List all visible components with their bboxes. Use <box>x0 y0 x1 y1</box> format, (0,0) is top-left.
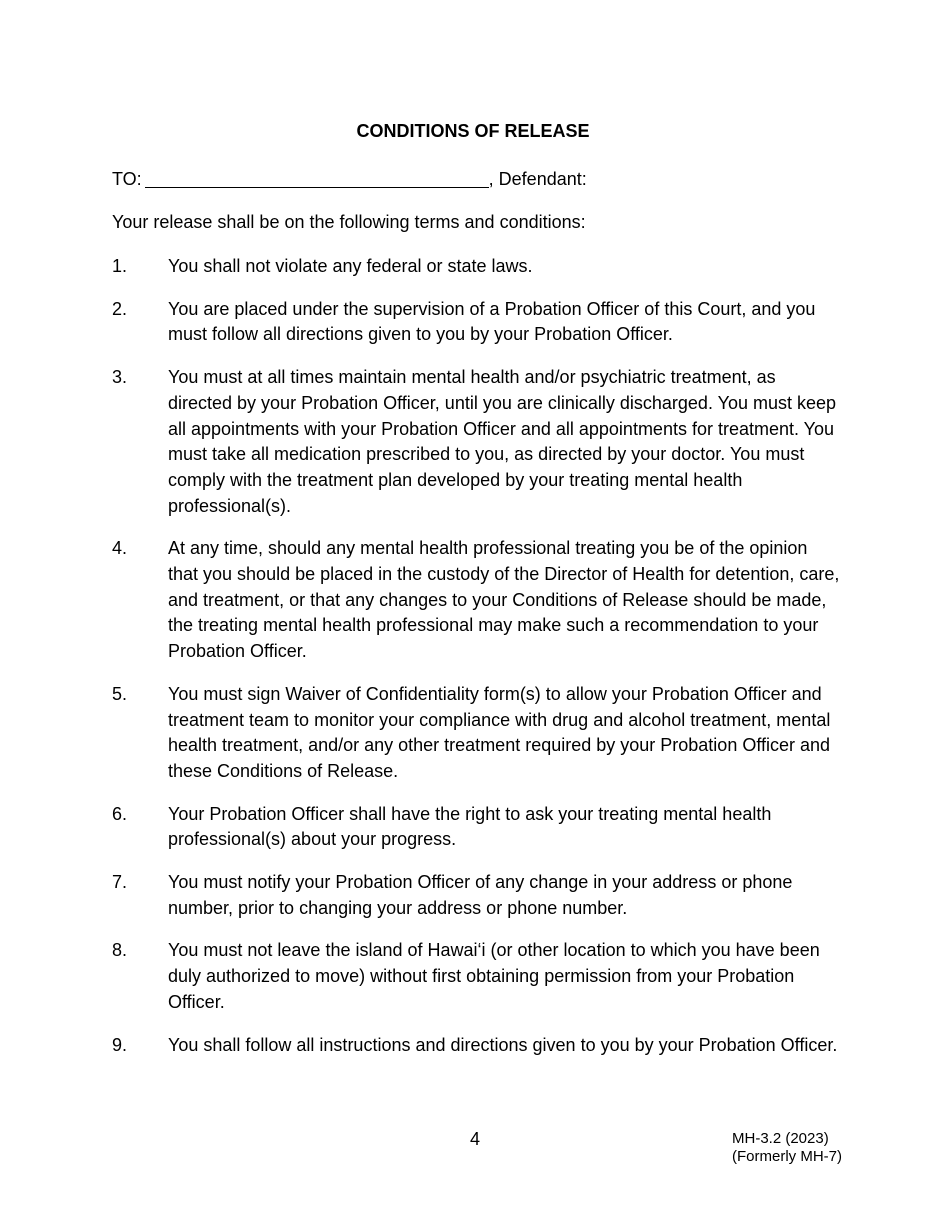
form-code <box>732 1130 842 1166</box>
condition-number: 2. <box>112 298 128 319</box>
condition-item <box>112 682 842 785</box>
page-title: CONDITIONS OF RELEASE <box>356 121 590 141</box>
condition-text: You are placed under the supervision of a Probation Officer of this Court, and you must follow all directions given to you by your Probation Officer. <box>168 298 816 345</box>
condition-number: 7. <box>112 872 128 893</box>
condition-number: 9. <box>112 1034 128 1055</box>
condition-text: You must notify your Probation Officer of any change in your address or phone number, prior to changing your address or phone number. <box>168 872 793 918</box>
defendant-name-blank <box>145 169 489 188</box>
conditions-list <box>112 254 842 1075</box>
condition-number: 1. <box>112 256 128 276</box>
condition-number: 3. <box>112 367 128 388</box>
condition-item <box>112 254 842 280</box>
condition-text: You must at all times maintain mental health and/or psychiatric treatment, as directed by your Probation Officer, until you are clinically discharged. You must keep all appointments with your Probation Officer and all appointments for treatment. You must take all medication prescribed to you, as directed by your doctor. You must comply with the treatment plan developed by your treating mental health professional(s). <box>168 367 837 516</box>
condition-text: Your Probation Officer shall have the right to ask your treating mental health professional(s) about your progress. <box>168 803 772 850</box>
condition-item <box>112 536 842 665</box>
condition-text: You must not leave the island of Hawai‘i (or other location to which you have been duly authorized to move) without first obtaining permission from your Probation Officer. <box>168 940 820 1012</box>
condition-item <box>112 297 842 348</box>
to-label: TO: <box>112 169 142 189</box>
defendant-label: , Defendant: <box>488 169 587 189</box>
form-code-current: MH-3.2 (2023) <box>732 1130 829 1147</box>
condition-item <box>112 870 842 921</box>
condition-text: You shall follow all instructions and directions given to you by your Probation Officer. <box>168 1034 838 1055</box>
condition-item <box>112 802 842 853</box>
condition-item <box>112 1033 842 1059</box>
condition-number: 5. <box>112 683 128 704</box>
intro-text: Your release shall be on the following terms and conditions: <box>112 212 586 232</box>
condition-text: At any time, should any mental health professional treating you be of the opinion that you should be placed in the custody of the Director of Health for detention, care, and treatment, or that any changes to your Conditions of Release should be made, the treating mental health professional may make such a recommendation to your Probation Officer. <box>168 538 840 662</box>
condition-text: You shall not violate any federal or state laws. <box>168 256 533 276</box>
page-number: 4 <box>469 1129 480 1149</box>
condition-item <box>112 938 842 1015</box>
form-code-former: (Formerly MH-7) <box>732 1148 842 1165</box>
defendant-line <box>112 168 587 190</box>
condition-number: 8. <box>112 940 128 961</box>
condition-number: 4. <box>112 538 128 559</box>
condition-item <box>112 365 842 519</box>
condition-number: 6. <box>112 803 128 824</box>
condition-text: You must sign Waiver of Confidentiality form(s) to allow your Probation Officer and treatment team to monitor your compliance with drug and alcohol treatment, mental health treatment, and/or any other treatment required by your Probation Officer and these Conditions of Release. <box>168 683 831 781</box>
